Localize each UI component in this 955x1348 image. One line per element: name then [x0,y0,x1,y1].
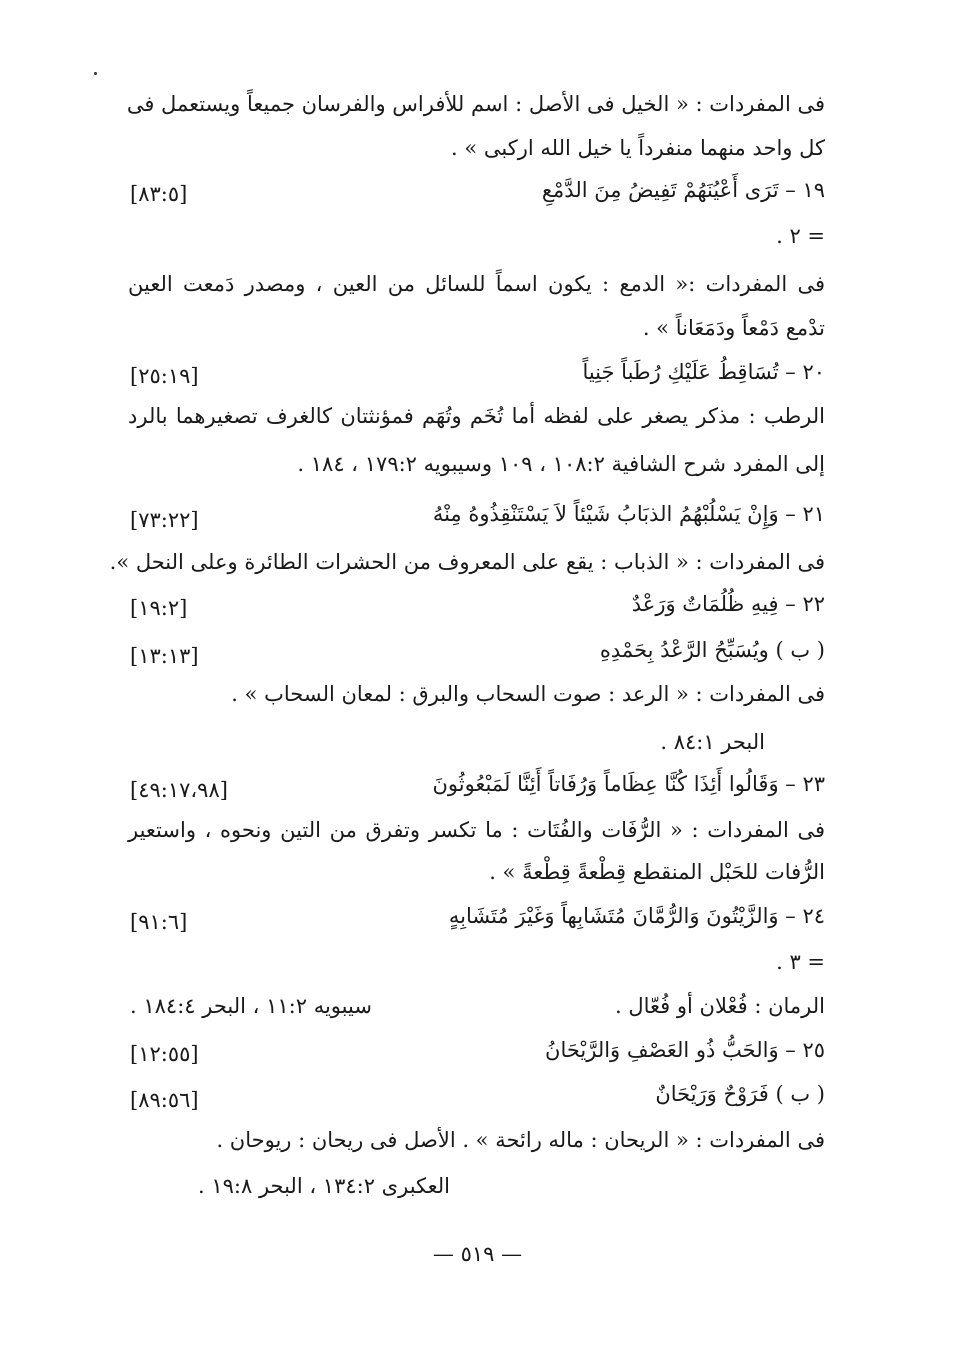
verse-25-reference: [١٢:٥٥] [130,1042,199,1066]
verse-20-reference: [٢٥:١٩] [130,364,199,388]
text-line: إلى المفرد شرح الشافية ١٠٨:٢ ، ١٠٩ وسيبويه ١٧٩:٢ ، ١٨٤ . [297,452,825,476]
text-line: فى المفردات : « الخيل فى الأصل : اسم للأفراس والفرسان جميعاً ويستعمل فى [126,92,825,116]
verse-22b: ( ب ) ويُسَبِّحُ الرَّعْدُ بِحَمْدِهِ [599,638,825,662]
text-line: الرطب : مذكر يصغر على لفظه أما تُخَم وتُهَم فمؤنثتان كالغرف تصغيرهما بالرد [128,404,825,428]
text-line: فى المفردات :« الدمع : يكون اسماً للسائل من العين ، ومصدر دَمعت العين [128,272,825,296]
text-line: فى المفردات : « الذباب : يقع على المعروف من الحشرات الطائرة وعلى النحل ». [109,550,825,574]
verse-23: ٢٣ – وَقَالُوا أَئِذَا كُنَّا عِظَاماً وَرُفَاتاً أَئِنَّا لَمَبْعُوثُونَ [432,772,825,796]
verse-19: ١٩ – تَرَى أَعْيُنَهُمْ تَفِيضُ مِنَ الدَّمْعِ [541,178,825,202]
verse-21: ٢١ – وَإِنْ يَسْلُبْهُمُ الذبَابُ شَيْئاً لاَ يَسْتَنْقِذُوهُ مِنْهُ [432,502,825,526]
text-line: الرُّفات للحَبْل المنقطع قِطْعةً قِطْعةً » . [489,860,825,884]
text-line: فى المفردات : « الرُّفَات والفُتَات : ما تكسر وتفرق من التين ونحوه ، واستعير [128,818,825,842]
verse-22-reference: [١٩:٢] [130,596,188,620]
text-line: العكبرى ١٣٤:٢ ، البحر ١٩:٨ . [197,1174,450,1198]
verse-20: ٢٠ – تُسَاقِطُ عَلَيْكِ رُطَباً جَنِياً [582,360,825,384]
text-line: = ٣ . [776,950,825,974]
text-line: فى المفردات : « الرعد : صوت السحاب والبرق : لمعان السحاب » . [231,682,825,706]
verse-25: ٢٥ – وَالحَبُّ ذُو العَصْفِ وَالرَّيْحَانُ [545,1038,825,1062]
verse-22b-reference: [١٣:١٣] [130,644,199,668]
verse-19-reference: [٨٣:٥] [130,182,188,206]
text-line: كل واحد منهما منفرداً يا خيل الله اركبى » . [451,136,825,160]
page-number: — ٥١٩ — [432,1242,523,1266]
verse-24: ٢٤ – وَالزَّيْتُونَ وَالرُّمَّانَ مُتَشَابِهاً وَغَيْرَ مُتَشَابِهٍ [448,904,825,928]
verse-22: ٢٢ – فِيهِ ظُلُمَاتٌ وَرَعْدٌ [631,592,825,616]
text-line: فى المفردات : « الريحان : ماله رائحة » . الأصل فى ريحان : ريوحان . [216,1128,825,1152]
text-line: سيبويه ١١:٢ ، البحر ١٨٤:٤ . [130,994,372,1018]
verse-25b-reference: [٨٩:٥٦] [130,1088,199,1112]
verse-24-reference: [٩١:٦] [130,910,188,934]
verse-23-reference: [٤٩:١٧،٩٨] [130,778,228,802]
verse-21-reference: [٧٣:٢٢] [130,508,199,532]
verse-25b: ( ب ) فَرَوْحٌ وَرَيْحَانٌ [655,1082,825,1106]
text-line: البحر ٨٤:١ . [660,730,765,754]
text-line: تدْمع دَمْعاً ودَمَعَاناً » . [642,316,825,340]
text-line: = ٢ . [776,224,825,248]
text-line: الرمان : فُعْلان أو فُعّال . [615,994,825,1018]
scan-speck [94,72,97,75]
